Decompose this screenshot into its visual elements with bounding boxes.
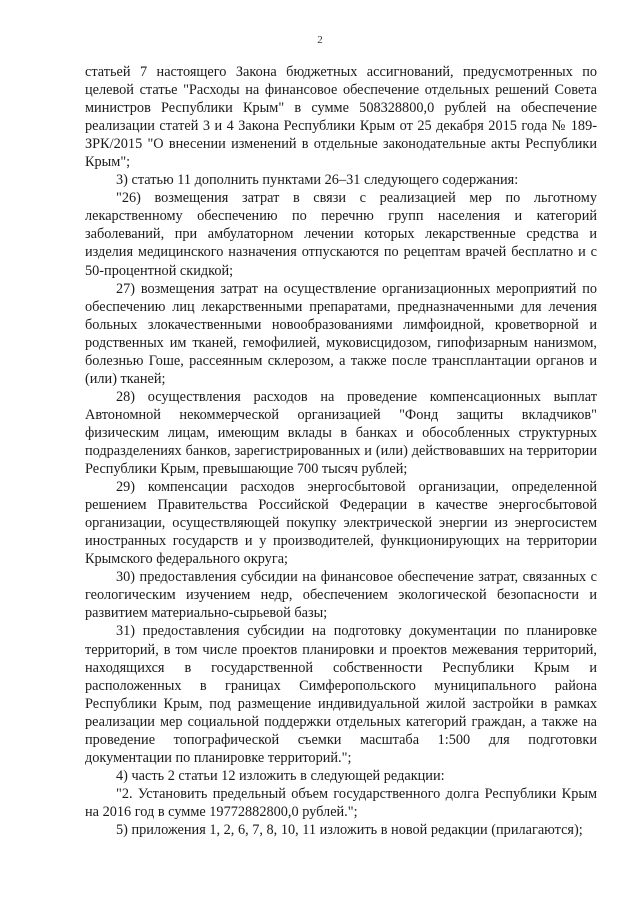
- paragraph-point-30: 30) предоставления субсидии на финансовое обеспечение затрат, связанных с геологическим изучением недр, обеспечением экологической безопасности и развитием материально-сырьевой базы;: [85, 569, 597, 622]
- paragraph-item-3: 3) статью 11 дополнить пунктами 26–31 следующего содержания:: [116, 172, 519, 189]
- paragraph-point-26: "26) возмещения затрат в связи с реализацией мер по льготному лекарственному обеспечению по перечню групп населения и категорий заболеваний, при амбулаторном лечении которых лекарственные средства и изделия медицинского назначения отпускаются по рецептам врачей бесплатно и с 50-процентной скидкой;: [85, 190, 597, 279]
- paragraph-point-31: 31) предоставления субсидии на подготовку документации по планировке территорий, в том числе проектов планировки и проектов межевания территорий, находящихся в государственной собственности Республики Крым и расположенных в границах Симферопольского муниципального района Республики Крым, под размещение индивидуальной жилой застройки в рамках реализации мер социальной поддержки отдельных категорий граждан, а также на проведение топографической съемки масштаба 1:500 для подготовки документации по планировке территорий.";: [85, 623, 597, 766]
- document-body: [85, 63, 597, 839]
- paragraph-item-5: 5) приложения 1, 2, 6, 7, 8, 10, 11 изложить в новой редакции (прилагаются);: [116, 821, 583, 838]
- paragraph-intro: статьей 7 настоящего Закона бюджетных ассигнований, предусмотренных по целевой статье "Расходы на финансовое обеспечение отдельных решений Совета министров Республики Крым" в сумме 508328800,0 рублей на обеспечение реализации статей 3 и 4 Закона Республики Крым от 25 декабря 2015 года № 189-ЗРК/2015 "О внесении изменений в отдельные законодательные акты Республики Крым";: [85, 64, 597, 171]
- paragraph-debt-limit: "2. Установить предельный объем государственного долга Республики Крым на 2016 год в сумме 19772882800,0 рублей.";: [85, 785, 597, 820]
- paragraph-point-27: 27) возмещения затрат на осуществление организационных мероприятий по обеспечению лиц лекарственными препаратами, предназначенными для лечения больных злокачественными новообразованиями лимфоидной, кроветворной и родственных им тканей, гемофилией, муковисцидозом, гипофизарным нанизмом, болезнью Гоше, рассеянным склерозом, а также после трансплантации органов и (или) тканей;: [85, 280, 597, 387]
- paragraph-item-4: 4) часть 2 статьи 12 изложить в следующей редакции:: [116, 767, 445, 784]
- page-number: 2: [317, 34, 323, 46]
- paragraph-point-28: 28) осуществления расходов на проведение компенсационных выплат Автономной некоммерческой организацией "Фонд защиты вкладчиков" физическим лицам, имеющим вклады в банках и обособленных структурных подразделениях банков, зарегистрированных и (или) действовавших на территории Республики Крым, превышающие 700 тысяч рублей;: [85, 388, 597, 478]
- paragraph-point-29: 29) компенсации расходов энергосбытовой организации, определенной решением Правительства Российской Федерации в качестве энергосбытовой организации, осуществляющей покупку электрической энергии из энергосистем иностранных государств и у производителей, функционирующих на территории Крымского федерального округа;: [85, 479, 597, 568]
